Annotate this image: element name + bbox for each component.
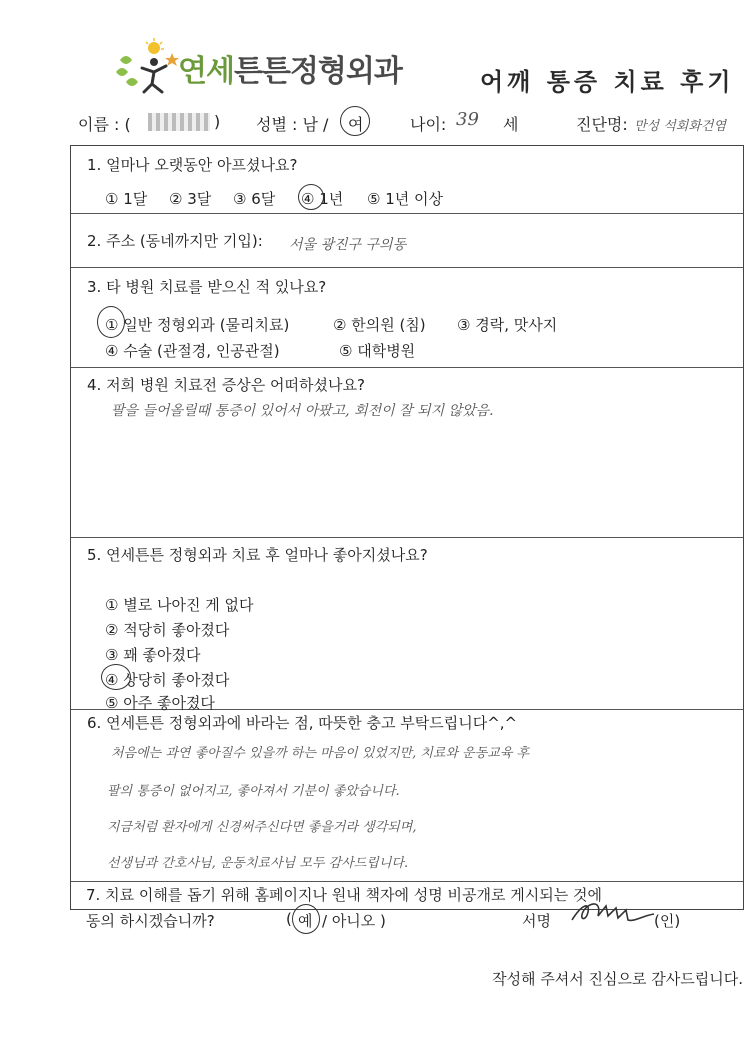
question-4	[71, 368, 743, 538]
signature-label: 서명	[522, 912, 551, 930]
q4-answer: 팔을 들어올릴때 통증이 있어서 아팠고, 회전이 잘 되지 않았음.	[111, 403, 494, 419]
gender-female: 여	[348, 115, 364, 134]
signature-icon	[568, 896, 658, 928]
q5-option-5: ⑤ 아주 좋아졌다	[105, 694, 215, 712]
seal-label: (인)	[654, 912, 681, 930]
question-3	[71, 268, 743, 368]
logo-text-dark: 튼튼정형외과	[233, 54, 402, 89]
q6-answer-line-1: 처음에는 과연 좋아질수 있을까 하는 마음이 있었지만, 치료와 운동교육 후	[111, 746, 530, 761]
page-title: 어깨 통증 치료 후기	[480, 68, 735, 96]
age-value: 39	[456, 109, 479, 130]
q1-option-2: ② 3달	[169, 190, 212, 208]
question-5-text: 5. 연세튼튼 정형외과 치료 후 얼마나 좋아지셨나요?	[87, 546, 428, 564]
question-4-text: 4. 저희 병원 치료전 증상은 어떠하셨나요?	[87, 376, 365, 394]
q5-option-1: ① 별로 나아진 게 없다	[105, 596, 254, 614]
q5-option-4: ④ 상당히 좋아졌다	[105, 671, 230, 689]
question-5	[71, 538, 743, 710]
consent-open-paren: (	[286, 910, 292, 928]
gender-circle-mark	[340, 106, 370, 136]
q6-answer-line-3: 지금처럼 환자에게 신경써주신다면 좋을거라 생각되며,	[107, 820, 417, 835]
question-6-text: 6. 연세튼튼 정형외과에 바라는 점, 따뜻한 충고 부탁드립니다^,^	[87, 714, 518, 732]
diagnosis-label: 진단명:	[576, 115, 628, 134]
q6-answer-line-2: 팔의 통증이 없어지고, 좋아져서 기분이 좋았습니다.	[107, 784, 400, 799]
logo-figure-icon	[116, 38, 179, 92]
question-1-text: 1. 얼마나 오랫동안 아프셨나요?	[87, 156, 298, 174]
name-redacted	[148, 113, 210, 131]
q3-option-2: ② 한의원 (침)	[333, 316, 426, 334]
q5-option-3: ③ 꽤 좋아졌다	[105, 646, 201, 664]
q3-selected-circle	[97, 306, 125, 338]
consent-selected-circle	[292, 904, 320, 934]
q3-option-1: ① 일반 정형외과 (물리치료)	[105, 316, 290, 334]
survey-form	[70, 145, 744, 910]
question-3-text: 3. 타 병원 치료를 받으신 적 있나요?	[87, 278, 327, 296]
q3-option-3: ③ 경락, 맛사지	[457, 316, 558, 334]
question-2	[71, 214, 743, 268]
question-1	[71, 146, 743, 214]
q5-selected-circle	[101, 664, 131, 690]
gender-label: 성별 : 남 /	[256, 115, 329, 134]
q1-option-1: ① 1달	[105, 190, 148, 208]
footer-thanks: 작성해 주셔서 진심으로 감사드립니다.	[492, 970, 743, 988]
q5-option-2: ② 적당히 좋아졌다	[105, 621, 230, 639]
name-label: 이름 : (	[78, 115, 131, 134]
q1-option-5: ⑤ 1년 이상	[367, 190, 443, 208]
q1-option-3: ③ 6달	[233, 190, 276, 208]
q2-answer: 서울 광진구 구의동	[289, 237, 407, 253]
question-6	[71, 710, 743, 882]
question-7-line-1: 7. 치료 이해를 돕기 위해 홈페이지나 원내 책자에 성명 비공개로 게시되는 것에	[86, 886, 602, 904]
q3-option-5: ⑤ 대학병원	[339, 342, 416, 360]
name-close: )	[214, 112, 221, 131]
q1-option-4: ④ 1년	[301, 190, 344, 208]
question-7-line-2: 동의 하시겠습니까?	[86, 912, 215, 930]
consent-yes: 예	[298, 912, 313, 930]
consent-no: / 아니오 )	[322, 912, 386, 930]
q1-selected-circle	[298, 184, 324, 210]
q6-answer-line-4: 선생님과 간호사님, 운동치료사님 모두 감사드립니다.	[107, 856, 409, 871]
logo-text-green: 연세	[178, 54, 234, 89]
q3-option-4: ④ 수술 (관절경, 인공관절)	[105, 342, 280, 360]
age-label: 나이:	[410, 115, 447, 134]
diagnosis-value: 만성 석회화건염	[634, 119, 727, 134]
logo-text	[178, 46, 402, 90]
age-unit: 세	[503, 115, 519, 134]
question-2-text: 2. 주소 (동네까지만 기입):	[87, 232, 263, 250]
